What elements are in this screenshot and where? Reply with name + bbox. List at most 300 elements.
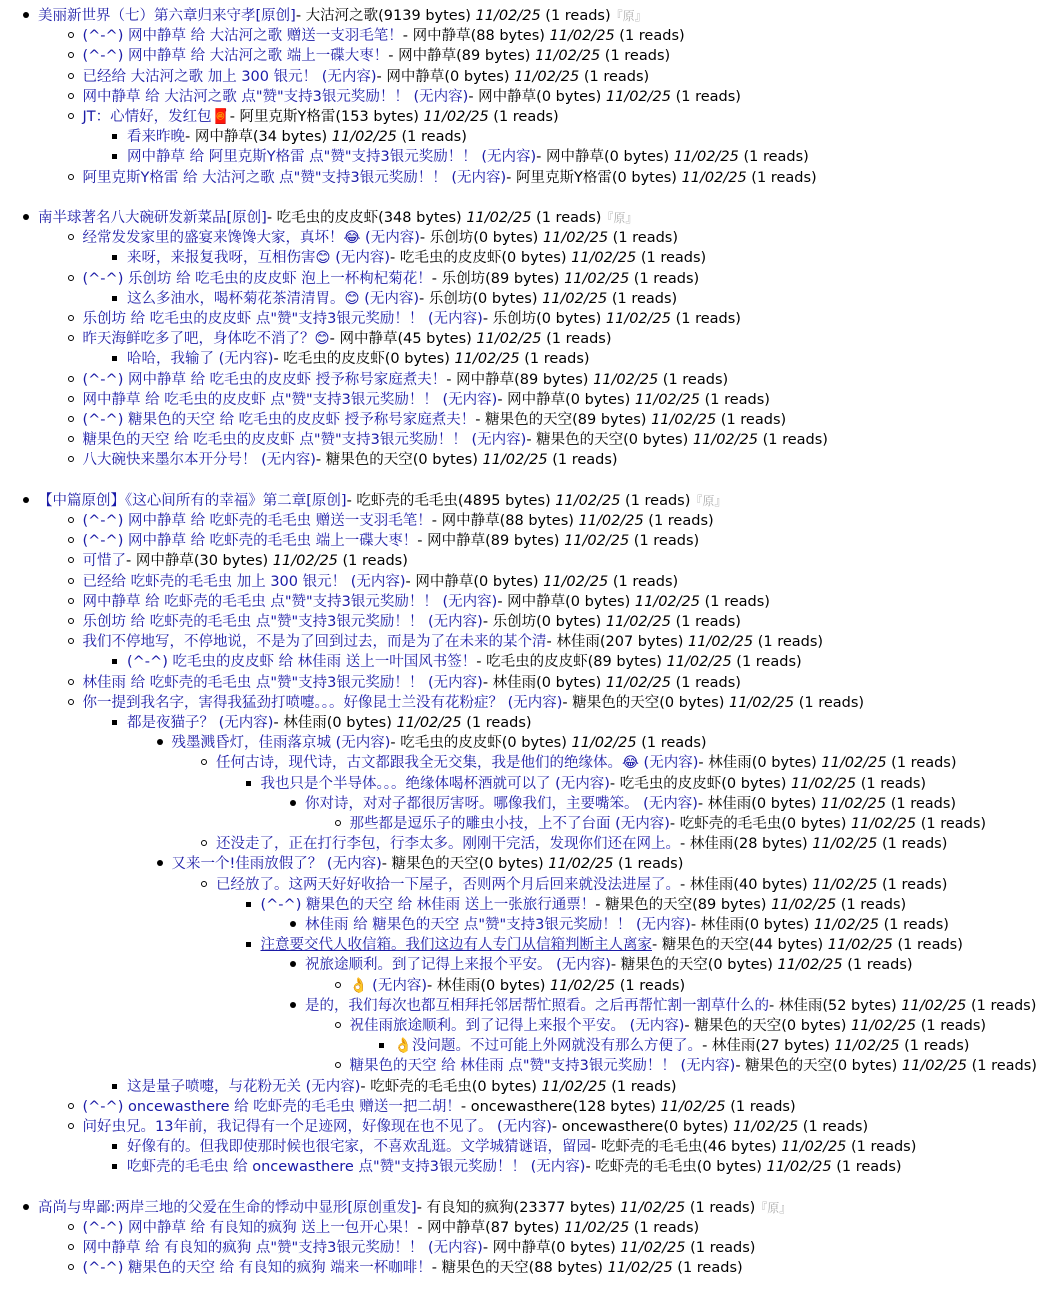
author-bytes: - 乐创坊(89 bytes)	[431, 270, 565, 287]
row-text	[127, 652, 802, 672]
list-bullet	[335, 982, 341, 988]
read-count: (1 reads)	[738, 149, 809, 166]
post-date: 11/02/25	[692, 432, 758, 449]
row-text	[350, 1016, 987, 1036]
author-bytes: - 网中静草(30 bytes)	[126, 553, 273, 570]
reply-title-link[interactable]: (^-^) 乐创坊 给 吃毛虫的皮皮虾 泡上一杯枸杞菊花！	[82, 270, 432, 287]
list-bullet	[68, 1224, 74, 1230]
row-text	[83, 511, 714, 531]
row-text	[216, 875, 947, 895]
post-date: 11/02/25	[660, 1098, 726, 1115]
author-bytes: - 乐创坊(0 bytes)	[482, 311, 606, 327]
list-bullet	[335, 1062, 341, 1068]
read-count: (1 reads)	[842, 957, 913, 974]
list-bullet	[68, 376, 74, 382]
reply-title-link[interactable]: 可惜了	[82, 553, 126, 570]
row-text	[127, 1157, 902, 1177]
post-date: 11/02/25	[571, 735, 637, 752]
post-date: 11/02/25	[620, 1240, 686, 1257]
author-bytes: - 吃虾壳的毛毛虫(46 bytes)	[591, 1139, 782, 1156]
row-text	[305, 955, 913, 975]
read-count: (1 reads)	[794, 694, 865, 711]
reply-title-link[interactable]: 网中静草 给 有良知的疯狗 点"赞"支持3银元奖励！！ (无内容)	[82, 1240, 483, 1257]
reply-title-link[interactable]: 网中静草 给 吃毛虫的皮皮虾 点"赞"支持3银元奖励！！ (无内容)	[82, 391, 498, 408]
post-date: 11/02/25	[396, 715, 462, 731]
list-bullet	[68, 73, 74, 79]
read-count: (1 reads)	[608, 230, 679, 247]
author-bytes: - 吃虾壳的毛毛虫(0 bytes)	[669, 816, 851, 832]
list-bullet	[23, 12, 29, 18]
read-count: (1 reads)	[396, 129, 467, 146]
row-text	[83, 551, 408, 571]
author-bytes: - 乐创坊(0 bytes)	[482, 614, 606, 630]
row-text	[261, 895, 907, 915]
post-date: 11/02/25	[681, 169, 747, 186]
read-count: (1 reads)	[746, 169, 817, 186]
author-bytes: - 网中静草(87 bytes)	[417, 1220, 565, 1236]
post-date: 11/02/25	[666, 654, 732, 671]
post-date: 11/02/25	[514, 68, 580, 85]
row-text	[83, 1218, 700, 1238]
reply-title-link[interactable]: (^-^) 网中静草 给 大沽河之歌 端上一碟大枣！	[82, 48, 389, 65]
read-count: (1 reads)	[846, 1139, 917, 1156]
row-text	[83, 632, 824, 652]
row-text	[38, 6, 647, 26]
reply-title-link[interactable]: 网中静草 给 大沽河之歌 点"赞"支持3银元奖励！！ (无内容)	[82, 88, 469, 105]
author-bytes: - 糖果色的天空(44 bytes)	[652, 937, 828, 954]
reply-title-link[interactable]: (^-^) 网中静草 给 有良知的疯狗 送上一包开心果！	[82, 1220, 418, 1236]
reply-title-link[interactable]: 已经给 大沽河之歌 加上 300 银元！ (无内容)	[82, 68, 377, 85]
post-date: 11/02/25	[593, 371, 659, 388]
thread-title-link[interactable]: 南半球著名八大碗研发新菜品[原创]	[38, 210, 267, 226]
post-date: 11/02/25	[688, 634, 754, 651]
row-text	[127, 1137, 916, 1157]
post-date: 11/02/25	[466, 210, 532, 226]
row-text	[83, 410, 787, 430]
read-count: (1 reads)	[716, 412, 787, 428]
read-count: (1 reads)	[725, 1098, 796, 1115]
post-date: 11/02/25	[542, 290, 608, 307]
reply-title-link[interactable]: 看来昨晚	[127, 129, 185, 146]
author-bytes: - 吃毛虫的皮皮虾(0 bytes)	[390, 250, 572, 267]
list-bullet	[68, 436, 74, 442]
list-bullet	[335, 820, 341, 826]
post-date: 11/02/25	[482, 452, 548, 469]
row-text	[83, 269, 700, 289]
post-date: 11/02/25	[564, 270, 630, 287]
read-count: (1 reads)	[541, 331, 612, 348]
reply-title-link[interactable]: 那些都是逗乐子的雕虫小技，上不了台面 (无内容)	[349, 816, 670, 832]
row-text	[83, 168, 817, 188]
read-count: (1 reads)	[966, 997, 1037, 1014]
read-count: (1 reads)	[607, 290, 678, 307]
reply-title-link[interactable]: 阿里克斯Y格雷 给 大沽河之歌 点"赞"支持3银元奖励！！ (无内容)	[82, 169, 507, 186]
post-date: 11/02/25	[827, 937, 893, 954]
post-date: 11/02/25	[777, 957, 843, 974]
post-date: 11/02/25	[555, 492, 621, 509]
read-count: (1 reads)	[670, 311, 741, 327]
read-count: (1 reads)	[699, 593, 770, 610]
row-text	[83, 1117, 869, 1137]
row-text	[38, 1198, 791, 1218]
row-text	[127, 127, 467, 147]
author-bytes: - 网中静草(0 bytes)	[497, 391, 635, 408]
post-date: 11/02/25	[272, 553, 338, 570]
author-bytes: - oncewasthere(128 bytes)	[460, 1098, 661, 1115]
list-bullet	[68, 517, 74, 523]
reply-title-link[interactable]: 👌 (无内容)	[349, 977, 427, 994]
list-bullet	[290, 961, 296, 967]
author-bytes: - 糖果色的天空(89 bytes)	[595, 896, 772, 913]
list-bullet	[201, 840, 207, 846]
reply-title-link[interactable]: 我也只是个半导体。。。绝缘体喝杯酒就可以了 (无内容)	[260, 775, 610, 792]
row-text	[127, 248, 706, 268]
list-bullet	[68, 52, 74, 58]
list-bullet	[68, 315, 74, 321]
list-bullet	[157, 739, 163, 745]
row-text	[261, 935, 963, 955]
reply-title-link[interactable]: JT：心情好，发红包🧧	[82, 109, 230, 125]
read-count: (1 reads)	[629, 1220, 700, 1236]
read-count: (1 reads)	[606, 1078, 677, 1095]
author-bytes: - 网中静草(34 bytes)	[185, 129, 332, 146]
list-bullet	[68, 1103, 74, 1109]
list-bullet	[112, 154, 117, 159]
row-text	[83, 390, 770, 410]
author-bytes: - 吃虾壳的毛毛虫(4895 bytes)	[346, 492, 556, 509]
author-bytes: - oncewasthere(0 bytes)	[551, 1119, 734, 1135]
list-bullet	[112, 720, 117, 725]
list-bullet	[68, 335, 74, 341]
row-text	[83, 329, 612, 349]
list-bullet	[23, 497, 29, 503]
author-bytes: - 网中静草(45 bytes)	[329, 331, 477, 348]
row-text	[83, 309, 741, 329]
read-count: (1 reads)	[757, 432, 828, 449]
row-text	[83, 693, 865, 713]
read-count: (1 reads)	[967, 1058, 1037, 1075]
post-date: 11/02/25	[728, 694, 795, 711]
post-date: 11/02/25	[331, 129, 397, 146]
row-text	[305, 915, 949, 935]
reply-title-link[interactable]: 你一提到我名字，害得我猛劲打喷嚏。。。好像昆士兰没有花粉症？ (无内容)	[82, 694, 563, 711]
post-date: 11/02/25	[834, 1038, 900, 1055]
list-bullet	[112, 296, 117, 301]
read-count: (1 reads)	[613, 856, 684, 873]
list-bullet	[112, 1144, 117, 1149]
reply-title-link[interactable]: 林佳雨 给 糖果色的天空 点"赞"支持3银元奖励！！ (无内容)	[305, 917, 691, 933]
reply-title-link[interactable]: 任何古诗，现代诗，古文都跟我全无交集，我是他们的绝缘体。😂 (无内容)	[216, 755, 699, 772]
author-bytes: - 林佳雨(0 bytes)	[426, 977, 551, 994]
post-date: 11/02/25	[781, 1139, 847, 1156]
list-bullet	[201, 759, 207, 765]
reply-title-link[interactable]: 昨天海鲜吃多了吧，身体吃不消了？😊	[82, 331, 330, 348]
author-bytes: - 吃毛虫的皮皮虾(0 bytes)	[609, 775, 791, 792]
row-text	[350, 976, 686, 996]
reply-title-link[interactable]: 是的，我们每次也都互相拜托邻居帮忙照看。之后再帮忙割一割草什么的	[305, 997, 769, 1014]
reply-title-link[interactable]: 你对诗，对对子都很厉害呀。哪像我们，主要嘴笨。 (无内容)	[305, 795, 698, 812]
reply-title-link[interactable]: (^-^) 吃毛虫的皮皮虾 给 林佳雨 送上一叶国风书签！	[127, 654, 477, 671]
reply-title-link[interactable]: (^-^) 网中静草 给 吃毛虫的皮皮虾 授予称号家庭煮夫！	[82, 371, 447, 388]
author-bytes: - 糖果色的天空(0 bytes)	[735, 1058, 902, 1075]
reply-title-link[interactable]: 都是夜猫子？ (无内容)	[127, 715, 274, 731]
author-bytes: - 林佳雨(0 bytes)	[690, 917, 814, 933]
reply-title-link[interactable]: (^-^) 糖果色的天空 给 林佳雨 送上一张旅行通票！	[260, 896, 596, 913]
row-text	[83, 87, 741, 107]
reply-title-link[interactable]: 这么多油水，喝杯菊花茶清清胃。😊 (无内容)	[127, 290, 420, 307]
reply-title-link[interactable]: 注意要交代人收信箱。我们这边有人专门从信箱判断主人离家	[260, 937, 652, 954]
list-bullet	[68, 275, 74, 281]
read-count: (1 reads)	[643, 513, 714, 529]
author-bytes: - 吃毛虫的皮皮虾(348 bytes)	[266, 210, 467, 226]
list-bullet	[68, 93, 74, 99]
row-text	[83, 673, 741, 693]
post-date: 11/02/25	[901, 1058, 967, 1075]
post-date: 11/02/25	[607, 1260, 673, 1277]
thread-title-link[interactable]: 【中篇原创】《这心间所有的幸福》第二章[原创]	[38, 492, 347, 509]
reply-title-link[interactable]: 来呀，来报复我呀，互相伤害😊 (无内容)	[127, 250, 391, 267]
author-bytes: - 林佳雨(0 bytes)	[698, 755, 822, 772]
read-count: (1 reads)	[879, 917, 949, 933]
read-count: (1 reads)	[899, 1038, 970, 1055]
read-count: (1 reads)	[540, 8, 611, 24]
post-date: 11/02/25	[605, 88, 671, 105]
post-date: 11/02/25	[550, 977, 616, 994]
thread-title-link[interactable]: 美丽新世界（七）第六章归来守孝[原创]	[38, 8, 296, 24]
post-date: 11/02/25	[901, 997, 967, 1014]
read-count: (1 reads)	[629, 270, 700, 287]
row-text	[305, 996, 1036, 1016]
read-count: (1 reads)	[753, 634, 824, 651]
reply-title-link[interactable]: 经常发发家里的盛宴来馋馋大家，真坏！😂 (无内容)	[82, 230, 420, 247]
post-date: 11/02/25	[812, 836, 878, 853]
list-bullet	[68, 578, 74, 584]
reply-title-link[interactable]: 吃虾壳的毛毛虫 给 oncewasthere 点"赞"支持3银元奖励！！ (无内容)	[127, 1159, 586, 1176]
list-bullet	[379, 1043, 384, 1048]
list-bullet	[335, 1022, 341, 1028]
list-bullet	[157, 860, 163, 866]
read-count: (1 reads)	[531, 210, 602, 226]
post-date: 11/02/25	[673, 149, 739, 166]
read-count: (1 reads)	[670, 614, 741, 630]
list-bullet	[68, 234, 74, 240]
reply-title-link[interactable]: 这是量子喷嚏，与花粉无关 (无内容)	[127, 1078, 361, 1095]
row-text	[350, 1056, 1037, 1076]
row-text	[127, 147, 809, 167]
author-bytes: - 糖果色的天空(0 bytes)	[610, 957, 778, 974]
post-date: 11/02/25	[812, 876, 878, 893]
list-bullet	[290, 800, 296, 806]
author-bytes: - 林佳雨(0 bytes)	[273, 715, 397, 731]
reply-title-link[interactable]: 又来一个!佳雨放假了？ (无内容)	[171, 856, 382, 873]
post-date: 11/02/25	[423, 109, 489, 125]
read-count: (1 reads)	[685, 1240, 756, 1257]
post-date: 11/02/25	[454, 351, 520, 368]
author-bytes: - 林佳雨(207 bytes)	[546, 634, 688, 651]
read-count: (1 reads)	[615, 977, 686, 994]
author-bytes: - 林佳雨(28 bytes)	[680, 836, 813, 853]
reply-title-link[interactable]: (^-^) 网中静草 给 吃虾壳的毛毛虫 端上一碟大枣！	[82, 533, 418, 550]
reply-title-link[interactable]: 已经给 吃虾壳的毛毛虫 加上 300 银元！ (无内容)	[82, 573, 406, 590]
list-bullet	[68, 557, 74, 563]
author-bytes: - 网中静草(0 bytes)	[405, 573, 544, 590]
row-text	[83, 572, 679, 592]
list-bullet	[68, 174, 74, 180]
read-count: (1 reads)	[658, 371, 729, 388]
author-bytes: - 大沽河之歌(9139 bytes)	[295, 8, 476, 24]
read-count: (1 reads)	[831, 1159, 902, 1176]
list-bullet	[68, 113, 74, 119]
post-date: 11/02/25	[578, 513, 644, 529]
list-bullet	[246, 902, 251, 907]
reply-title-link[interactable]: 网中静草 给 阿里克斯Y格雷 点"赞"支持3银元奖励！！ (无内容)	[127, 149, 537, 166]
post-date: 11/02/25	[564, 1220, 630, 1236]
author-bytes: - 糖果色的天空(0 bytes)	[684, 1018, 851, 1034]
author-bytes: - 吃毛虫的皮皮虾(0 bytes)	[273, 351, 455, 368]
original-badge: 『原』	[755, 1200, 792, 1215]
reply-title-link[interactable]: 乐创坊 给 吃虾壳的毛毛虫 点"赞"支持3银元奖励！！ (无内容)	[82, 614, 483, 630]
author-bytes: - 林佳雨(0 bytes)	[697, 795, 821, 812]
author-bytes: - 网中静草(89 bytes)	[446, 371, 594, 388]
reply-title-link[interactable]: 问好虫兄。13年前，我记得有一个足迹网，好像现在也不见了。 (无内容)	[82, 1119, 552, 1135]
list-bullet	[112, 134, 117, 139]
post-date: 11/02/25	[542, 230, 609, 247]
reply-title-link[interactable]: 林佳雨 给 吃虾壳的毛毛虫 点"赞"支持3银元奖励！！ (无内容)	[82, 674, 483, 691]
read-count: (1 reads)	[620, 492, 691, 509]
post-date: 11/02/25	[820, 795, 887, 812]
author-bytes: - 网中静草(88 bytes)	[402, 28, 550, 45]
read-count: (1 reads)	[699, 391, 770, 408]
author-bytes: - 吃虾壳的毛毛虫(0 bytes)	[360, 1078, 542, 1095]
list-bullet	[68, 618, 74, 624]
read-count: (1 reads)	[614, 28, 685, 45]
row-text	[127, 349, 590, 369]
reply-title-link[interactable]: 糖果色的天空 给 林佳雨 点"赞"支持3银元奖励！！ (无内容)	[349, 1058, 736, 1075]
read-count: (1 reads)	[600, 48, 671, 65]
list-bullet	[112, 1164, 117, 1169]
author-bytes: - 林佳雨(40 bytes)	[680, 876, 813, 893]
reply-title-link[interactable]: (^-^) 网中静草 给 大沽河之歌 赠送一支羽毛笔！	[82, 28, 403, 45]
row-text	[261, 774, 927, 794]
row-text	[83, 450, 618, 470]
author-bytes: - 糖果色的天空(0 bytes)	[562, 694, 729, 711]
reply-title-link[interactable]: 八大碗快来墨尔本开分号！ (无内容)	[82, 452, 316, 469]
reply-title-link[interactable]: (^-^) 糖果色的天空 给 吃毛虫的皮皮虾 授予称号家庭煮夫！	[82, 412, 476, 428]
row-text	[83, 1258, 743, 1278]
reply-title-link[interactable]: (^-^) 糖果色的天空 给 有良知的疯狗 端来一杯咖啡！	[82, 1260, 432, 1277]
author-bytes: - 有良知的疯狗(23377 bytes)	[416, 1199, 621, 1216]
row-text	[216, 834, 947, 854]
reply-title-link[interactable]: 哈哈，我输了 (无内容)	[127, 351, 274, 368]
author-bytes: - 网中静草(0 bytes)	[468, 88, 606, 105]
reply-title-link[interactable]: 我们不停地写，不停地说，不是为了回到过去，而是为了在未来的某个清	[82, 634, 547, 651]
row-text	[127, 713, 532, 733]
author-bytes: - 网中静草(0 bytes)	[536, 149, 674, 166]
post-date: 11/02/25	[548, 856, 614, 873]
reply-title-link[interactable]: 糖果色的天空 给 吃毛虫的皮皮虾 点"赞"支持3银元奖励！！ (无内容)	[82, 432, 527, 449]
thread-title-link[interactable]: 高尚与卑鄙:两岸三地的父爱在生命的悸动中显形[原创重发]	[38, 1199, 417, 1216]
row-text	[216, 753, 957, 773]
post-date: 11/02/25	[771, 896, 837, 913]
read-count: (1 reads)	[731, 654, 802, 671]
original-badge: 『原』	[690, 493, 727, 508]
author-bytes: - 网中静草(0 bytes)	[482, 1240, 621, 1257]
author-bytes: - 网中静草(89 bytes)	[417, 533, 565, 550]
row-text	[83, 26, 685, 46]
author-bytes: - 糖果色的天空(0 bytes)	[381, 856, 549, 873]
reply-title-link[interactable]: 👌没问题。不过可能上外网就没有那么方便了。	[394, 1038, 703, 1055]
list-bullet	[112, 255, 117, 260]
post-date: 11/02/25	[634, 593, 700, 610]
row-text	[350, 814, 987, 834]
author-bytes: - 糖果色的天空(88 bytes)	[431, 1260, 608, 1277]
read-count: (1 reads)	[877, 836, 948, 853]
row-text	[83, 612, 741, 632]
post-date: 11/02/25	[535, 48, 601, 65]
row-text	[83, 1097, 796, 1117]
list-bullet	[112, 1084, 117, 1089]
list-bullet	[68, 1264, 74, 1270]
row-text	[127, 289, 677, 309]
reply-title-link[interactable]: 祝佳雨旅途顺利。到了记得上来报个平安。 (无内容)	[349, 1018, 685, 1034]
post-date: 11/02/25	[821, 755, 887, 772]
reply-title-link[interactable]: 好像有的。但我即使那时候也很宅家，不喜欢乱逛。文学城猜谜语，留园	[127, 1139, 591, 1156]
post-date: 11/02/25	[634, 391, 700, 408]
author-bytes: - 网中静草(88 bytes)	[431, 513, 579, 529]
reply-title-link[interactable]: 祝旅途顺利。到了记得上来报个平安。 (无内容)	[305, 957, 611, 974]
post-date: 11/02/25	[850, 816, 917, 832]
author-bytes: - 林佳雨(27 bytes)	[702, 1038, 835, 1055]
author-bytes: - 吃毛虫的皮皮虾(89 bytes)	[476, 654, 667, 671]
reply-title-link[interactable]: 网中静草 给 吃虾壳的毛毛虫 点"赞"支持3银元奖励！！ (无内容)	[82, 593, 498, 610]
list-bullet	[246, 781, 251, 786]
post-date: 11/02/25	[476, 331, 542, 348]
post-date: 11/02/25	[605, 674, 671, 691]
post-date: 11/02/25	[813, 917, 879, 933]
author-bytes: - 糖果色的天空(0 bytes)	[315, 452, 483, 469]
reply-title-link[interactable]: 残墨溅昏灯，佳雨落京城 (无内容)	[171, 735, 391, 752]
post-date: 11/02/25	[543, 573, 609, 590]
post-date: 11/02/25	[541, 1078, 607, 1095]
list-bullet	[68, 598, 74, 604]
reply-title-link[interactable]: 已经放了。这两天好好收拾一下屋子，否则两个月后回来就没法进屋了。	[216, 876, 680, 893]
row-text	[83, 1238, 756, 1258]
author-bytes: - 糖果色的天空(0 bytes)	[526, 432, 693, 449]
post-date: 11/02/25	[733, 1119, 799, 1135]
row-text	[127, 1077, 677, 1097]
author-bytes: - 吃毛虫的皮皮虾(0 bytes)	[390, 735, 572, 752]
read-count: (1 reads)	[856, 775, 927, 792]
author-bytes: - 林佳雨(0 bytes)	[482, 674, 606, 691]
reply-title-link[interactable]: 还没走了，正在打行李包，行李太多。刚刚干完活，发现你们还在网上。	[216, 836, 680, 853]
author-bytes: - 阿里克斯Y格雷(153 bytes)	[229, 109, 424, 125]
row-text	[83, 107, 559, 127]
row-text	[83, 430, 828, 450]
reply-title-link[interactable]: 乐创坊 给 吃毛虫的皮皮虾 点"赞"支持3银元奖励！！ (无内容)	[82, 311, 483, 327]
author-bytes: - 吃虾壳的毛毛虫(0 bytes)	[585, 1159, 767, 1176]
row-text	[172, 854, 684, 874]
read-count: (1 reads)	[670, 674, 741, 691]
read-count: (1 reads)	[488, 109, 559, 125]
reply-title-link[interactable]: (^-^) oncewasthere 给 吃虾壳的毛毛虫 赠送一把二胡！	[82, 1098, 461, 1115]
list-bullet	[201, 881, 207, 887]
reply-title-link[interactable]: (^-^) 网中静草 给 吃虾壳的毛毛虫 赠送一支羽毛笔！	[82, 513, 432, 529]
read-count: (1 reads)	[672, 1260, 743, 1277]
read-count: (1 reads)	[685, 1199, 756, 1216]
list-bullet	[112, 356, 117, 361]
read-count: (1 reads)	[461, 715, 532, 731]
read-count: (1 reads)	[579, 68, 650, 85]
